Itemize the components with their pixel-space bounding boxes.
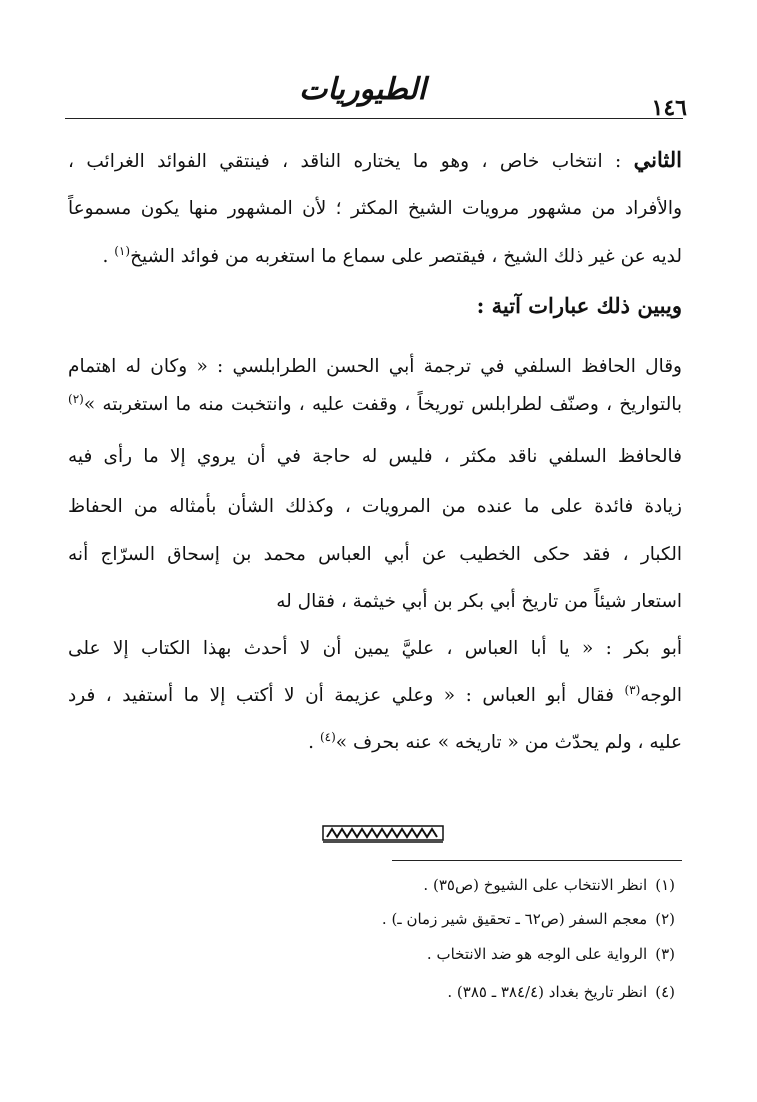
- line-text: بالتواريخ ، وصنّف لطرابلس توريخاً ، وقفت عليه ، وانتخبت منه ما استغربته »: [83, 394, 682, 415]
- footnote-number: (٣): [655, 945, 675, 963]
- footnote-number: (٤): [655, 983, 675, 1001]
- text-line: [68, 490, 682, 524]
- text-line: [68, 632, 682, 666]
- footnote-number: (٢): [655, 910, 675, 928]
- line-tail: .: [102, 246, 115, 267]
- footnote-ref: (٣): [624, 682, 641, 697]
- text-line: [68, 192, 682, 226]
- line-text: والأفراد من مشهور مرويات الشيخ المكثر ؛ لأن المشهور منها يكون مسموعاً: [68, 198, 682, 219]
- header-rule: [65, 118, 683, 119]
- line-text: زيادة فائدة على ما عنده من المرويات ، وكذلك الشأن بأمثاله من الحفاظ: [68, 496, 682, 517]
- line-text: الكبار ، فقد حكى الخطيب عن أبي العباس محمد بن إسحاق السرّاج أنه: [68, 544, 682, 565]
- footnote: [155, 873, 675, 897]
- page-number: ١٤٦: [651, 95, 687, 121]
- footnote-text: انظر تاريخ بغداد (٣٨٤/٤ ـ ٣٨٥) .: [447, 983, 648, 1001]
- text-line: [68, 440, 682, 474]
- footnote-rule: [392, 860, 682, 861]
- text-line: [68, 585, 682, 619]
- line-tail: فقال أبو العباس : « وعلي عزيمة أن لا أكتب إلا ما أستفيد ، فرد: [68, 685, 625, 706]
- text-line: [68, 289, 682, 323]
- line-tail: .: [308, 732, 320, 753]
- line-text: عليه ، ولم يحدّث من « تاريخه » عنه بحرف »: [335, 732, 682, 753]
- heading-term: الثاني: [633, 147, 682, 172]
- footnote-ref: (١): [114, 243, 131, 258]
- text-line: [68, 143, 682, 177]
- line-text: الوجه: [640, 685, 682, 706]
- text-line: [68, 240, 682, 274]
- footnote-number: (١): [655, 876, 675, 894]
- line-text: : انتخاب خاص ، وهو ما يختاره الناقد ، فينتقي الفوائد الغرائب ،: [68, 151, 634, 172]
- footnote-text: معجم السفر (ص٦٢ ـ تحقيق شير زمان ـ) .: [381, 910, 648, 928]
- footnote-ref: (٢): [68, 391, 84, 406]
- footnote: [155, 907, 675, 931]
- line-text: أبو بكر : « يا أبا العباس ، عليَّ يمين أن لا أحدث بهذا الكتاب إلا على: [68, 638, 682, 659]
- text-line: [68, 679, 682, 713]
- footnote: [155, 980, 675, 1004]
- footnote-text: الرواية على الوجه هو ضد الانتخاب .: [426, 945, 648, 963]
- text-line: [68, 388, 682, 422]
- footnote: [155, 942, 675, 966]
- line-text: استعار شيئاً من تاريخ أبي بكر بن أبي خيثمة ، فقال له: [276, 591, 682, 612]
- ornament-divider: [322, 822, 444, 844]
- line-text: لديه عن غير ذلك الشيخ ، فيقتصر على سماع ما استغربه من فوائد الشيخ: [130, 246, 682, 267]
- line-text: فالحافظ السلفي ناقد مكثر ، فليس له حاجة في أن يروي إلا ما رأى فيه: [68, 446, 682, 467]
- line-text: وقال الحافظ السلفي في ترجمة أبي الحسن الطرابلسي : « وكان له اهتمام: [68, 356, 682, 377]
- text-line: [68, 538, 682, 572]
- text-line: [68, 726, 682, 760]
- footnote-text: انظر الانتخاب على الشيوخ (ص٣٥) .: [423, 876, 648, 894]
- text-line: [68, 350, 682, 384]
- footnote-ref: (٤): [319, 729, 336, 744]
- section-heading: ويبين ذلك عبارات آتية :: [476, 293, 682, 318]
- running-title: الطيوريات: [299, 72, 426, 107]
